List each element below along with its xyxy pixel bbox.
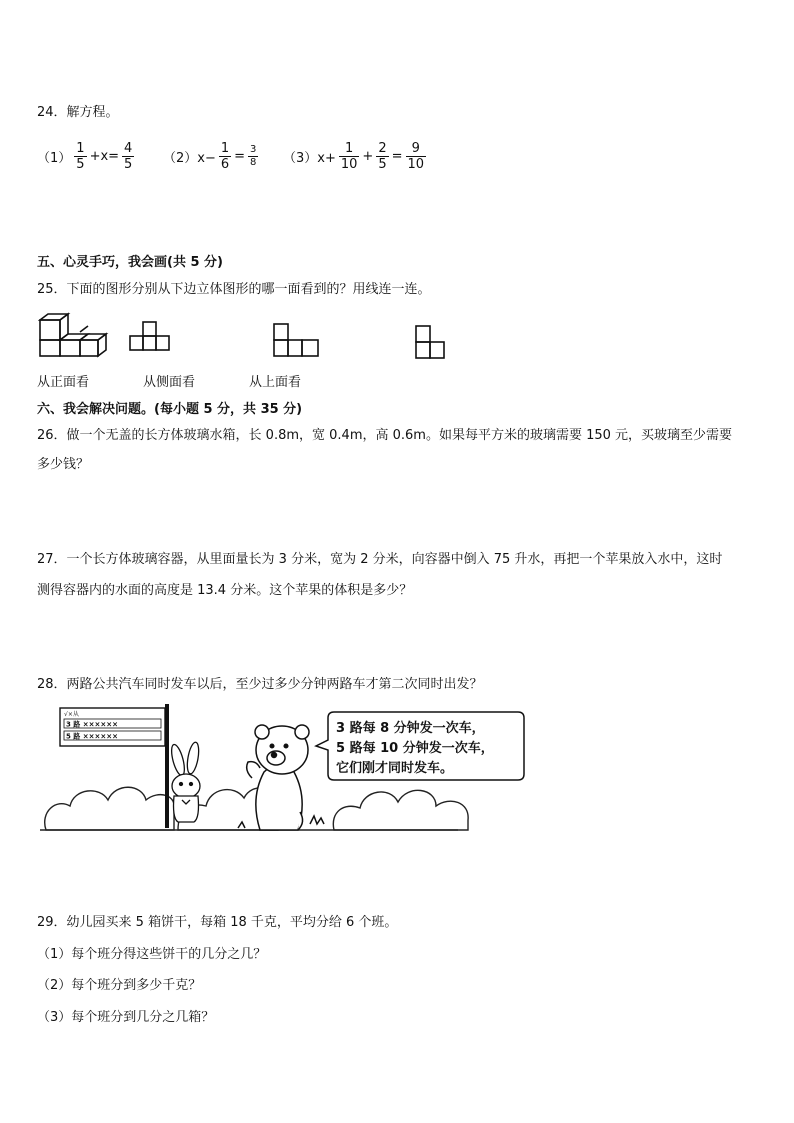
label-front-view: 从正面看 (37, 375, 90, 390)
view-figure-2 (274, 324, 318, 356)
eq3-equals: = (391, 149, 403, 164)
fraction: $\frac{3}{8}$ (250, 144, 257, 168)
speech-bubble (316, 712, 524, 780)
q28-text: 28．两路公共汽车同时发车以后，至少过多少分钟两路车才第二次同时出发？ (37, 677, 483, 692)
q24-title: 24．解方程。 (37, 105, 119, 120)
section-6-title: 六、我会解决问题。(每小题 5 分，共 35 分) (37, 402, 303, 417)
q29-line-1: 29．幼儿园买来 5 箱饼干，每箱 18 千克，平均分给 6 个班。 (37, 915, 398, 930)
bubble-line-2: 5 路每 10 分钟发一次车， (336, 741, 494, 756)
fraction: $\frac{2}{5}$ (378, 141, 387, 172)
bus-stop-illustration (38, 702, 528, 837)
q25-figures (38, 312, 458, 362)
q26-line-1: 26．做一个无盖的长方体玻璃水箱，长 0.8m，宽 0.4m，高 0.6m。如果每平方米的玻璃需要 150 元，买玻璃至少需要 (37, 428, 733, 443)
eq2-equals: = (234, 149, 246, 164)
fraction: $\frac{9}{10}$ (407, 141, 425, 172)
q25-text: 25．下面的图形分别从下边立体图形的哪一面看到的？用线连一连。 (37, 282, 431, 297)
eq1-operator: +x= (89, 149, 120, 164)
section-5-title: 五、心灵手巧，我会画(共 5 分) (37, 255, 223, 270)
q24-equation-2 (163, 141, 259, 172)
label-side-view: 从侧面看 (143, 375, 196, 390)
fraction: $\frac{1}{10}$ (340, 141, 358, 172)
fraction: $\frac{1}{6}$ (220, 141, 230, 172)
q29-sub-1: （1）每个班分得这些饼干的几分之几？ (37, 947, 267, 962)
block-stack-figure (40, 314, 106, 356)
sign-row-1: 3 路 ×××××× (66, 720, 118, 729)
eq3-plus: + (362, 149, 374, 164)
q27-line-1: 27．一个长方体玻璃容器，从里面量长为 3 分米，宽为 2 分米，向容器中倒入 75 升水，再把一个苹果放入水中，这时 (37, 552, 723, 567)
label-top-view: 从上面看 (249, 375, 302, 390)
bubble-line-1: 3 路每 8 分钟发一次车， (336, 721, 485, 736)
eq3-label: （3）x+ (283, 151, 336, 166)
eq2-label: （2）x− (163, 151, 216, 166)
q26-line-2: 多少钱？ (37, 457, 90, 472)
sign-header: √×从 (64, 711, 79, 718)
fraction: $\frac{4}{5}$ (124, 141, 133, 172)
q29-sub-2: （2）每个班分到多少千克？ (37, 978, 202, 993)
fraction: $\frac{1}{5}$ (76, 141, 85, 172)
q24-equation-1 (37, 141, 135, 172)
view-figure-3 (416, 326, 444, 358)
rabbit-character (169, 741, 201, 822)
bubble-line-3: 它们刚才同时发车。 (336, 761, 454, 776)
sign-row-2: 5 路 ×××××× (66, 732, 118, 741)
q27-line-2: 测得容器内的水面的高度是 13.4 分米。这个苹果的体积是多少？ (37, 583, 413, 598)
view-figure-1 (130, 322, 169, 350)
q24-equation-3 (283, 141, 427, 172)
eq1-label: （1） (37, 151, 72, 166)
q29-sub-3: （3）每个班分到几分之几箱？ (37, 1010, 215, 1025)
